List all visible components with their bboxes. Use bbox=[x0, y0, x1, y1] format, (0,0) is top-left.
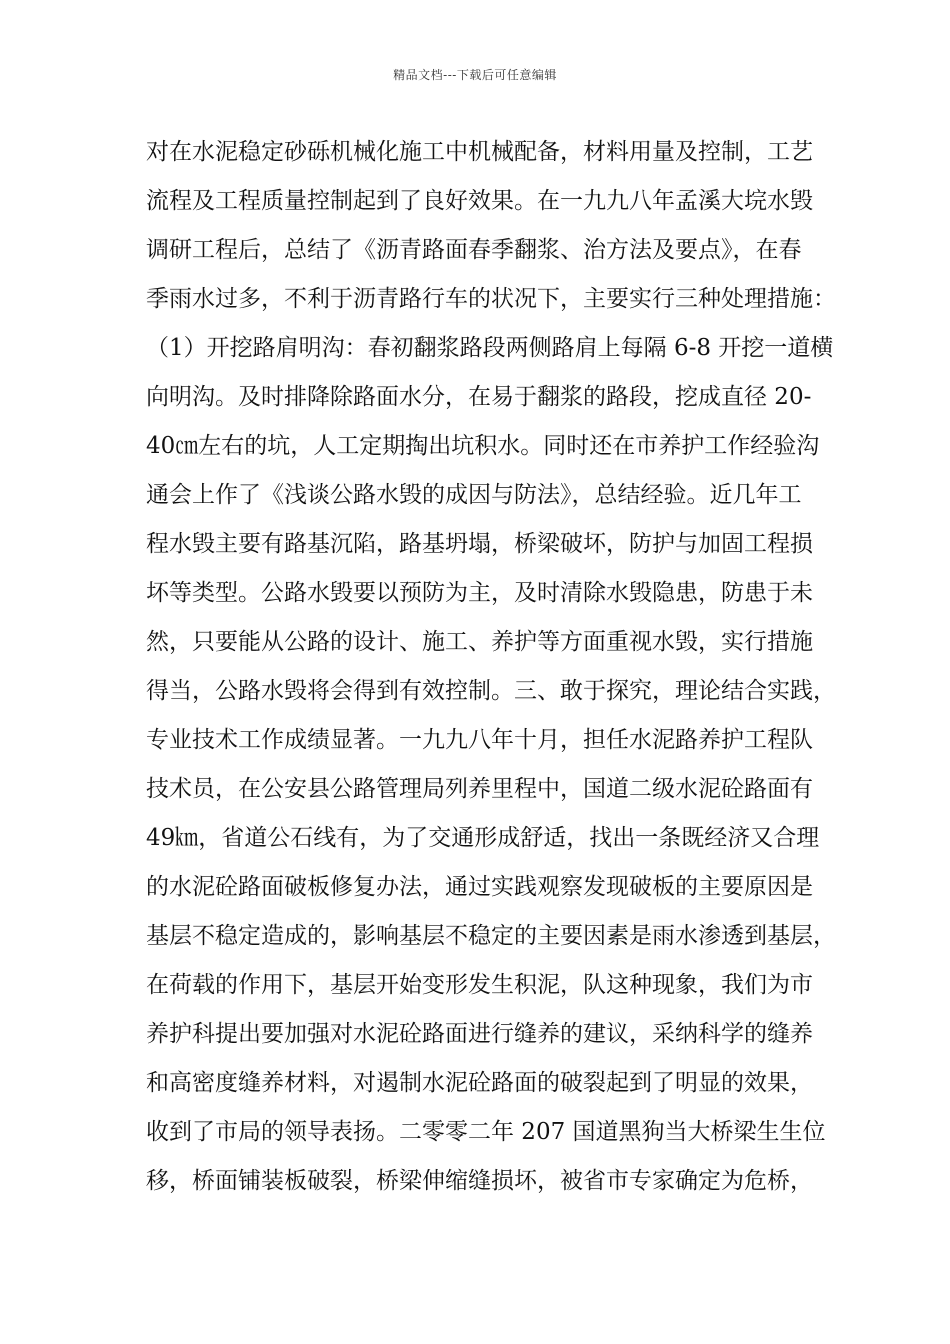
text-line: 得当，公路水毁将会得到有效控制。三、敢于探究，理论结合实践， bbox=[146, 678, 836, 704]
text-line: 程水毁主要有路基沉陷，路基坍塌，桥梁破坏，防护与加固工程损 bbox=[146, 531, 813, 557]
text-line: 和高密度缝养材料，对遏制水泥砼路面的破裂起到了明显的效果， bbox=[146, 1070, 813, 1096]
text-line: 在荷载的作用下，基层开始变形发生积泥，队这种现象，我们为市 bbox=[146, 972, 813, 998]
text-line: 基层不稳定造成的，影响基层不稳定的主要因素是雨水渗透到基层， bbox=[146, 923, 836, 949]
text-line: 对在水泥稳定砂砾机械化施工中机械配备，材料用量及控制，工艺 bbox=[146, 139, 813, 165]
text-line: 坏等类型。公路水毁要以预防为主，及时清除水毁隐患，防患于未 bbox=[146, 580, 813, 606]
text-line: 移，桥面铺装板破裂，桥梁伸缩缝损坏，被省市专家确定为危桥， bbox=[146, 1168, 813, 1194]
text-line: 技术员，在公安县公路管理局列养里程中，国道二级水泥砼路面有 bbox=[146, 776, 813, 802]
body-paragraph bbox=[146, 128, 836, 1206]
text-line: 40㎝左右的坑，人工定期掏出坑积水。同时还在市养护工作经验沟 bbox=[146, 433, 820, 459]
text-line: 养护科提出要加强对水泥砼路面进行缝养的建议，采纳科学的缝养 bbox=[146, 1021, 813, 1047]
text-line: 向明沟。及时排降除路面水分，在易于翻浆的路段，挖成直径 20- bbox=[146, 384, 812, 410]
text-line: 流程及工程质量控制起到了良好效果。在一九九八年孟溪大垸水毁 bbox=[146, 188, 813, 214]
text-line: 专业技术工作成绩显著。一九九八年十月，担任水泥路养护工程队 bbox=[146, 727, 813, 753]
text-line: 49㎞，省道公石线有，为了交通形成舒适，找出一条既经济又合理 bbox=[146, 825, 820, 851]
text-line: 的水泥砼路面破板修复办法，通过实践观察发现破板的主要原因是 bbox=[146, 874, 813, 900]
text-line: 通会上作了《浅谈公路水毁的成因与防法》，总结经验。近几年工 bbox=[146, 482, 802, 508]
page-header: 精品文档---下载后可任意编辑 bbox=[393, 68, 557, 82]
text-line: 然，只要能从公路的设计、施工、养护等方面重视水毁，实行措施 bbox=[146, 629, 813, 655]
text-line: （1）开挖路肩明沟：春初翻浆路段两侧路肩上每隔 6-8 开挖一道横 bbox=[146, 335, 834, 361]
text-line: 收到了市局的领导表扬。二零零二年 207 国道黑狗当大桥梁生生位 bbox=[146, 1119, 826, 1145]
text-line: 调研工程后，总结了《沥青路面春季翻浆、治方法及要点》，在春 bbox=[146, 237, 802, 263]
text-line: 季雨水过多，不利于沥青路行车的状况下，主要实行三种处理措施： bbox=[146, 286, 836, 312]
